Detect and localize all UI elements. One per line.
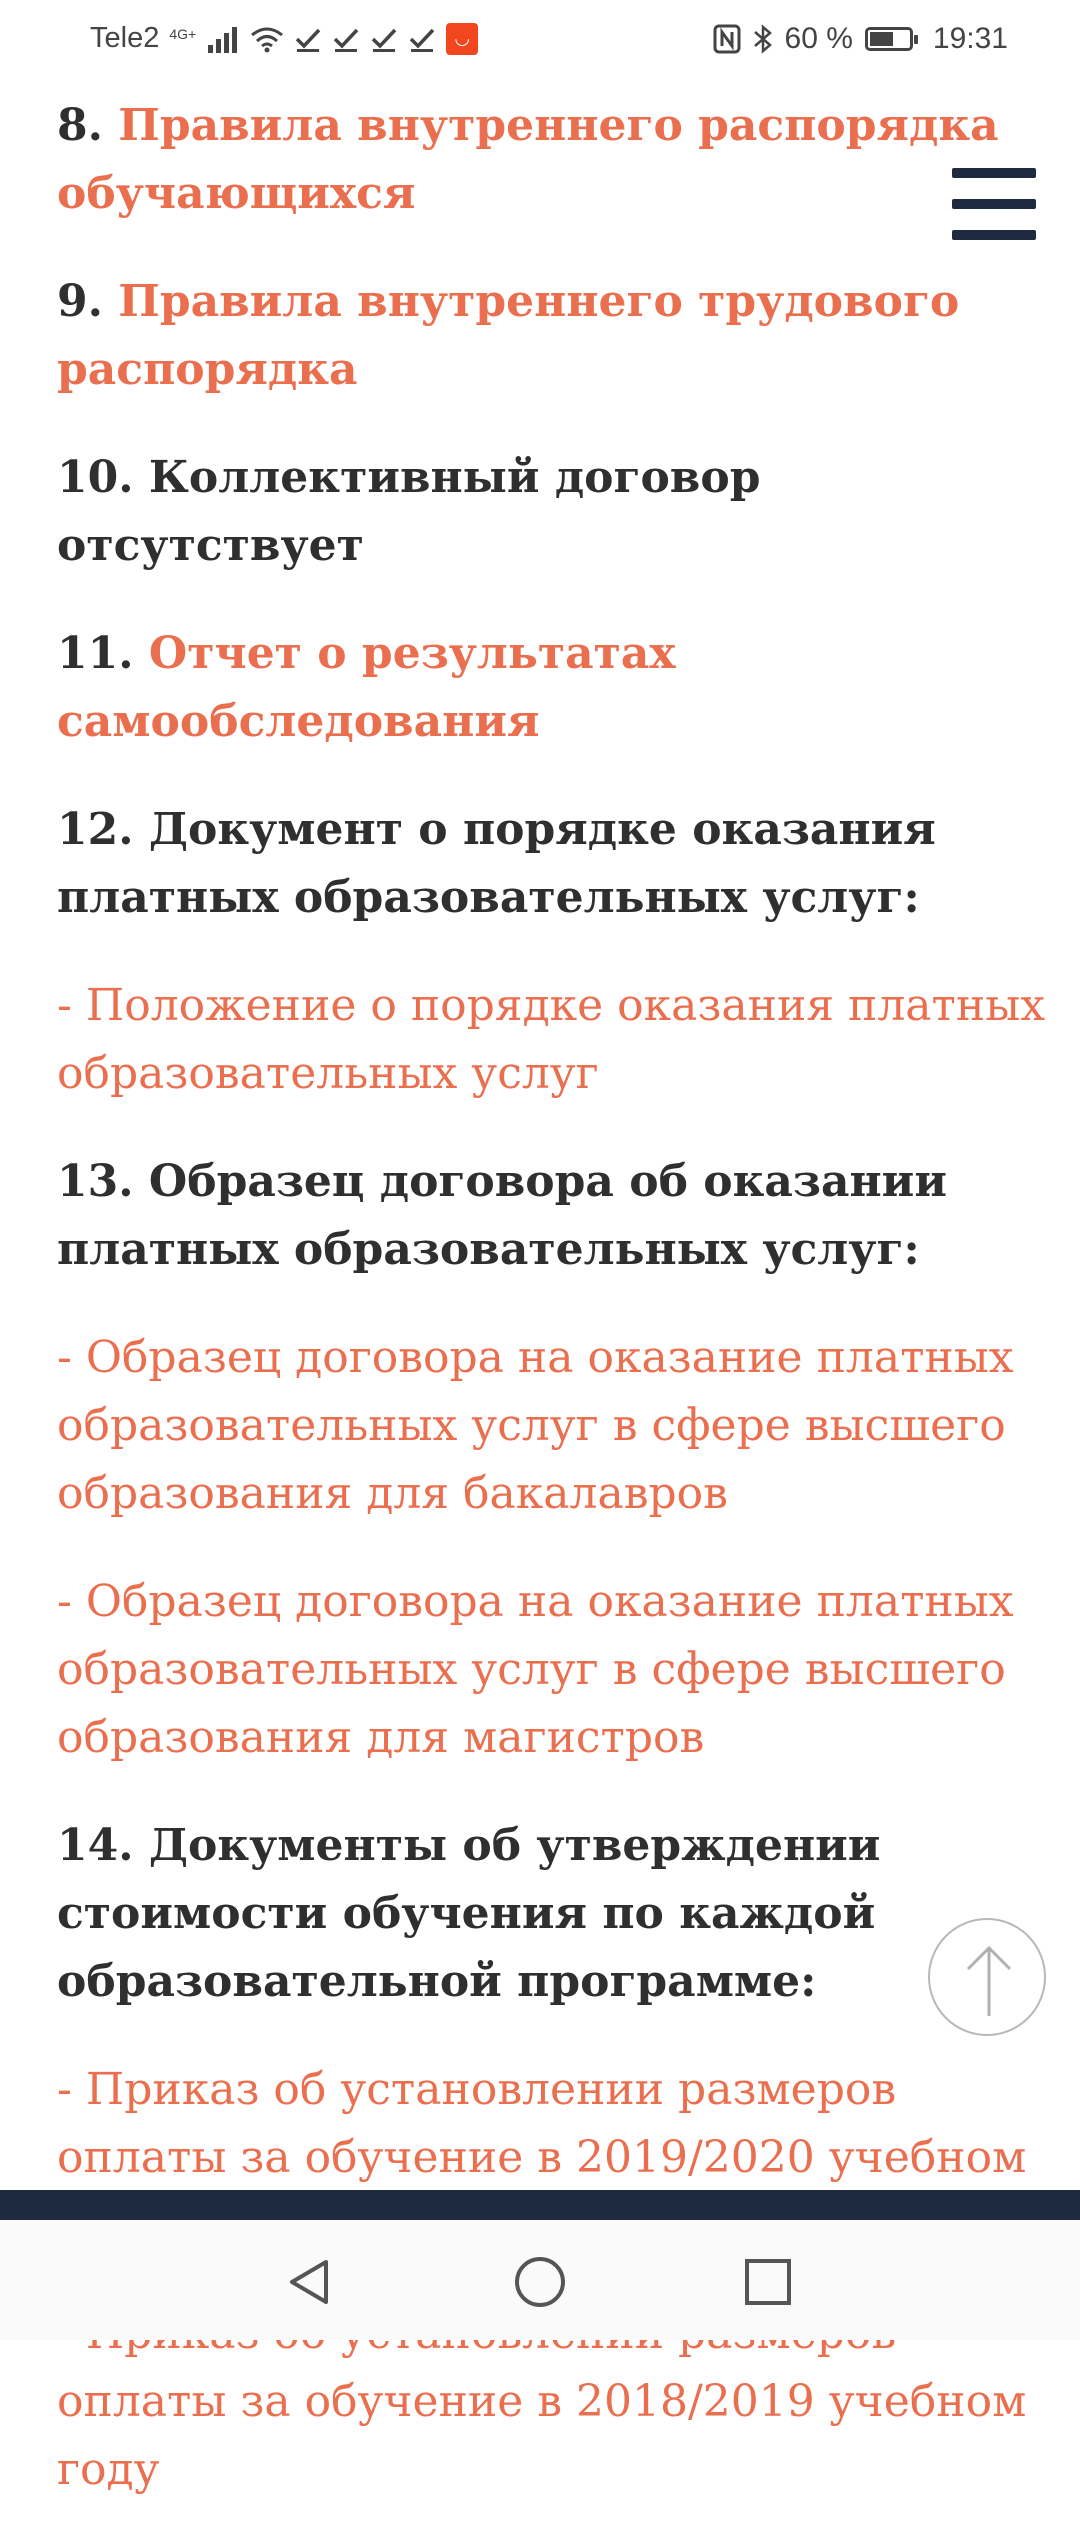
home-button[interactable] <box>500 2242 580 2322</box>
item-number: 13. <box>57 1156 134 1207</box>
menu-icon-bar <box>952 199 1036 209</box>
item-text: Образец договора об оказании платных образовательных услуг: <box>57 1156 947 1275</box>
status-bar-left <box>90 22 478 55</box>
menu-icon-bar <box>952 168 1036 178</box>
document-list <box>57 92 1047 2544</box>
item-text: Документы об утверждении стоимости обучения по каждой образовательной программе: <box>57 1820 881 2007</box>
item-text: Коллективный договор отсутствует <box>57 452 761 571</box>
list-item[interactable] <box>57 92 1047 228</box>
item-link[interactable]: Отчет о результатах самообследования <box>57 628 676 747</box>
item-number: 14. <box>57 1820 134 1871</box>
list-item <box>57 1812 1047 2016</box>
item-number: 12. <box>57 804 134 855</box>
battery-icon <box>865 27 913 51</box>
document-link[interactable]: - Приказ об установлении размеров оплаты за обучение в 2019/2020 учебном <box>57 2064 1027 2183</box>
bluetooth-icon <box>753 24 773 54</box>
arrow-up-icon <box>930 1920 1048 2038</box>
list-item[interactable] <box>57 268 1047 404</box>
signal-icon <box>206 25 240 53</box>
home-icon <box>500 2242 580 2322</box>
clock: 19:31 <box>932 22 1008 55</box>
check-icon <box>332 25 360 53</box>
item-link[interactable]: Правила внутреннего трудового распорядка <box>57 276 960 395</box>
item-number: 9. <box>57 276 103 327</box>
nfc-icon <box>713 24 741 54</box>
app-notification-icon: ◡ <box>446 23 478 55</box>
system-nav-bar <box>0 2220 1080 2340</box>
back-button[interactable] <box>270 2242 350 2322</box>
item-number: 10. <box>57 452 134 503</box>
network-type: 4G+ <box>169 25 197 42</box>
status-bar <box>0 0 1080 82</box>
check-icon <box>370 25 398 53</box>
list-item <box>57 796 1047 932</box>
battery-level <box>870 32 893 46</box>
document-link[interactable]: - Образец договора на оказание платных образовательных услуг в сфере высшего образования для магистров <box>57 1576 1014 1763</box>
recents-icon <box>728 2242 808 2322</box>
menu-icon[interactable] <box>952 168 1036 240</box>
wifi-icon <box>250 25 284 53</box>
document-link[interactable]: - Образец договора на оказание платных образовательных услуг в сфере высшего образования для бакалавров <box>57 1332 1014 1519</box>
battery-percent: 60 % <box>784 22 853 55</box>
menu-icon-bar <box>952 230 1036 240</box>
list-item[interactable] <box>57 620 1047 756</box>
scroll-to-top-button[interactable] <box>928 1918 1046 2036</box>
item-number: 8. <box>57 100 103 151</box>
item-link[interactable]: Правила внутреннего распорядка обучающихся <box>57 100 999 219</box>
item-number: 11. <box>57 628 134 679</box>
document-link[interactable]: оплаты за обучение в 2018/2019 учебном году <box>57 2376 1027 2495</box>
list-item <box>57 444 1047 580</box>
back-icon <box>270 2242 350 2322</box>
footer-strip <box>0 2190 1080 2220</box>
status-bar-right <box>713 22 1008 56</box>
carrier-name: Tele2 <box>90 22 160 54</box>
item-text: Документ о порядке оказания платных образовательных услуг: <box>57 804 936 923</box>
check-icon <box>408 25 436 53</box>
list-item <box>57 1148 1047 1284</box>
check-icon <box>294 25 322 53</box>
document-link[interactable]: - Положение о порядке оказания платных образовательных услуг <box>57 980 1046 1099</box>
recents-button[interactable] <box>728 2242 808 2322</box>
